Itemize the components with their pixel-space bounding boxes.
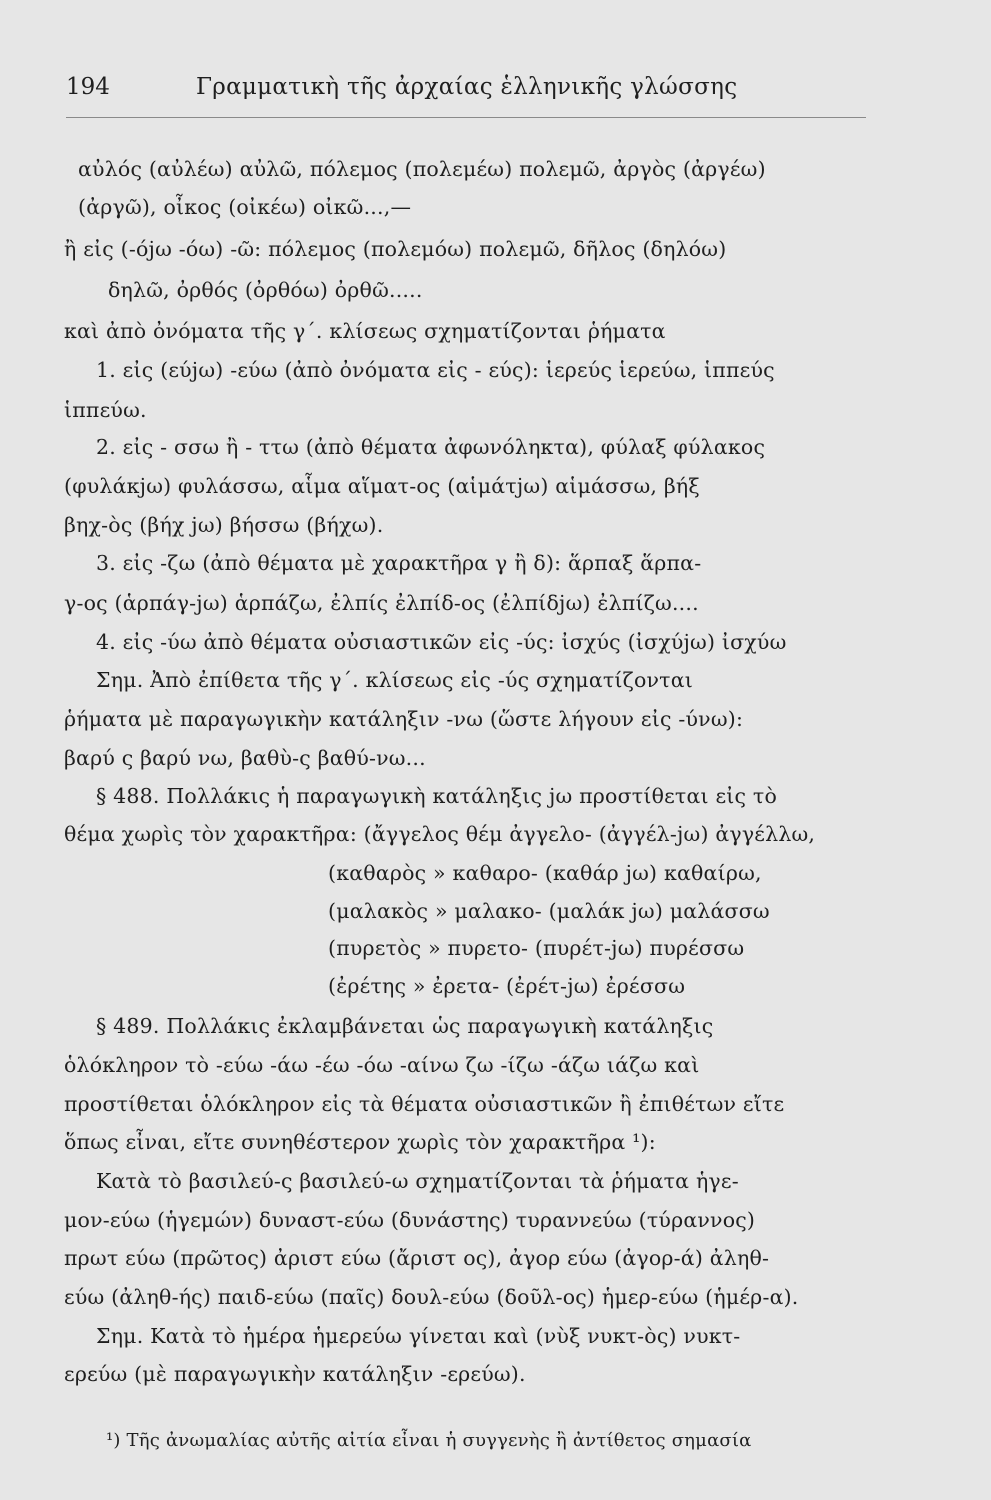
- header-rule: [66, 117, 866, 118]
- text-line: (μαλακὸς » μαλακο- (μαλάκ jω) μαλάσσω: [328, 899, 770, 923]
- text-line: ερεύω (μὲ παραγωγικὴν κατάληξιν -ερεύω).: [64, 1362, 526, 1386]
- text-line: ὅπως εἶναι, εἴτε συνηθέστερον χωρὶς τὸν χαρακτῆρα ¹):: [64, 1130, 656, 1154]
- text-line: Κατὰ τὸ βασιλεύ-ς βασιλεύ-ω σχηματίζονται τὰ ῥήματα ἡγε-: [96, 1169, 739, 1193]
- text-line: γ-ος (ἁρπάγ-jω) ἁρπάζω, ἐλπίς ἐλπίδ-ος (ἐλπίδjω) ἐλπίζω....: [64, 591, 699, 615]
- text-line: καὶ ἀπὸ ὀνόματα τῆς γ΄. κλίσεως σχηματίζονται ῥήματα: [64, 319, 666, 343]
- page-header: [66, 74, 866, 114]
- text-line: (ἐρέτης » ἐρετα- (ἐρέτ-jω) ἐρέσσω: [328, 974, 686, 998]
- text-line: ῥήματα μὲ παραγωγικὴν κατάληξιν -νω (ὥστε λήγουν εἰς -ύνω):: [64, 707, 744, 731]
- text-line: § 488. Πολλάκις ἡ παραγωγικὴ κατάληξις jω προστίθεται εἰς τὸ: [96, 784, 778, 808]
- text-line: προστίθεται ὁλόκληρον εἰς τὰ θέματα οὐσιαστικῶν ἢ ἐπιθέτων εἴτε: [64, 1092, 785, 1116]
- text-line: ἢ εἰς (-όjω -όω) -ῶ: πόλεμος (πολεμόω) πολεμῶ, δῆλος (δηλόω): [64, 237, 727, 261]
- text-line: (πυρετὸς » πυρετο- (πυρέτ-jω) πυρέσσω: [328, 936, 745, 960]
- text-line: 4. εἰς -ύω ἀπὸ θέματα οὐσιαστικῶν εἰς -ύς: ἰσχύς (ἰσχύjω) ἰσχύω: [96, 630, 787, 654]
- text-line: (φυλάκjω) φυλάσσω, αἷμα αἵματ-ος (αἱμάτjω) αἱμάσσω, βήξ: [64, 474, 700, 498]
- text-line: (καθαρὸς » καθαρο- (καθάρ jω) καθαίρω,: [328, 861, 762, 885]
- text-line: πρωτ εύω (πρῶτος) ἀριστ εύω (ἄριστ ος), ἀγορ εύω (ἀγορ-ά) ἀληθ-: [64, 1246, 770, 1270]
- text-line: 3. εἰς -ζω (ἀπὸ θέματα μὲ χαρακτῆρα γ ἢ δ): ἅρπαξ ἅρπα-: [96, 551, 702, 575]
- footnote: ¹) Τῆς ἀνωμαλίας αὐτῆς αἰτία εἶναι ἡ συγγενὴς ἢ ἀντίθετος σημασία: [106, 1430, 752, 1451]
- text-line: δηλῶ, ὀρθός (ὀρθόω) ὀρθῶ.....: [108, 278, 423, 302]
- text-line: ἱππεύω.: [64, 398, 147, 422]
- text-line: Σημ. Ἀπὸ ἐπίθετα τῆς γ΄. κλίσεως εἰς -ύς σχηματίζονται: [96, 668, 693, 692]
- text-line: Σημ. Κατὰ τὸ ἡμέρα ἡμερεύω γίνεται καὶ (νὺξ νυκτ-ὸς) νυκτ-: [96, 1324, 741, 1348]
- running-title: Γραμματικὴ τῆς ἀρχαίας ἑλληνικῆς γλώσσης: [196, 74, 738, 100]
- text-line: 1. εἰς (εύjω) -εύω (ἀπὸ ὀνόματα εἰς - εύς): ἱερεύς ἱερεύω, ἱππεύς: [96, 358, 775, 382]
- text-line: εύω (ἀληθ-ής) παιδ-εύω (παῖς) δουλ-εύω (δοῦλ-ος) ἡμερ-εύω (ἡμέρ-α).: [64, 1285, 799, 1309]
- text-line: θέμα χωρὶς τὸν χαρακτῆρα: (ἄγγελος θέμ ἀγγελο- (ἀγγέλ-jω) ἀγγέλλω,: [64, 822, 816, 846]
- text-line: βαρύ ς βαρύ νω, βαθὺ-ς βαθύ-νω...: [64, 746, 426, 770]
- text-line: αὐλός (αὐλέω) αὐλῶ, πόλεμος (πολεμέω) πολεμῶ, ἀργὸς (ἀργέω): [78, 157, 766, 181]
- text-line: ὁλόκληρον τὸ -εύω -άω -έω -όω -αίνω ζω -ίζω -άζω ιάζω καὶ: [64, 1053, 700, 1077]
- text-line: μον-εύω (ἡγεμών) δυναστ-εύω (δυνάστης) τυραννεύω (τύραννος): [64, 1208, 756, 1232]
- text-line: § 489. Πολλάκις ἐκλαμβάνεται ὡς παραγωγικὴ κατάληξις: [96, 1014, 714, 1038]
- text-line: (ἀργῶ), οἶκος (οἰκέω) οἰκῶ...,—: [78, 195, 412, 219]
- page-number: 194: [66, 74, 110, 100]
- text-line: βηχ-ὸς (βήχ jω) βήσσω (βήχω).: [64, 513, 384, 537]
- text-line: 2. εἰς - σσω ἢ - ττω (ἀπὸ θέματα ἀφωνόληκτα), φύλαξ φύλακος: [96, 435, 766, 459]
